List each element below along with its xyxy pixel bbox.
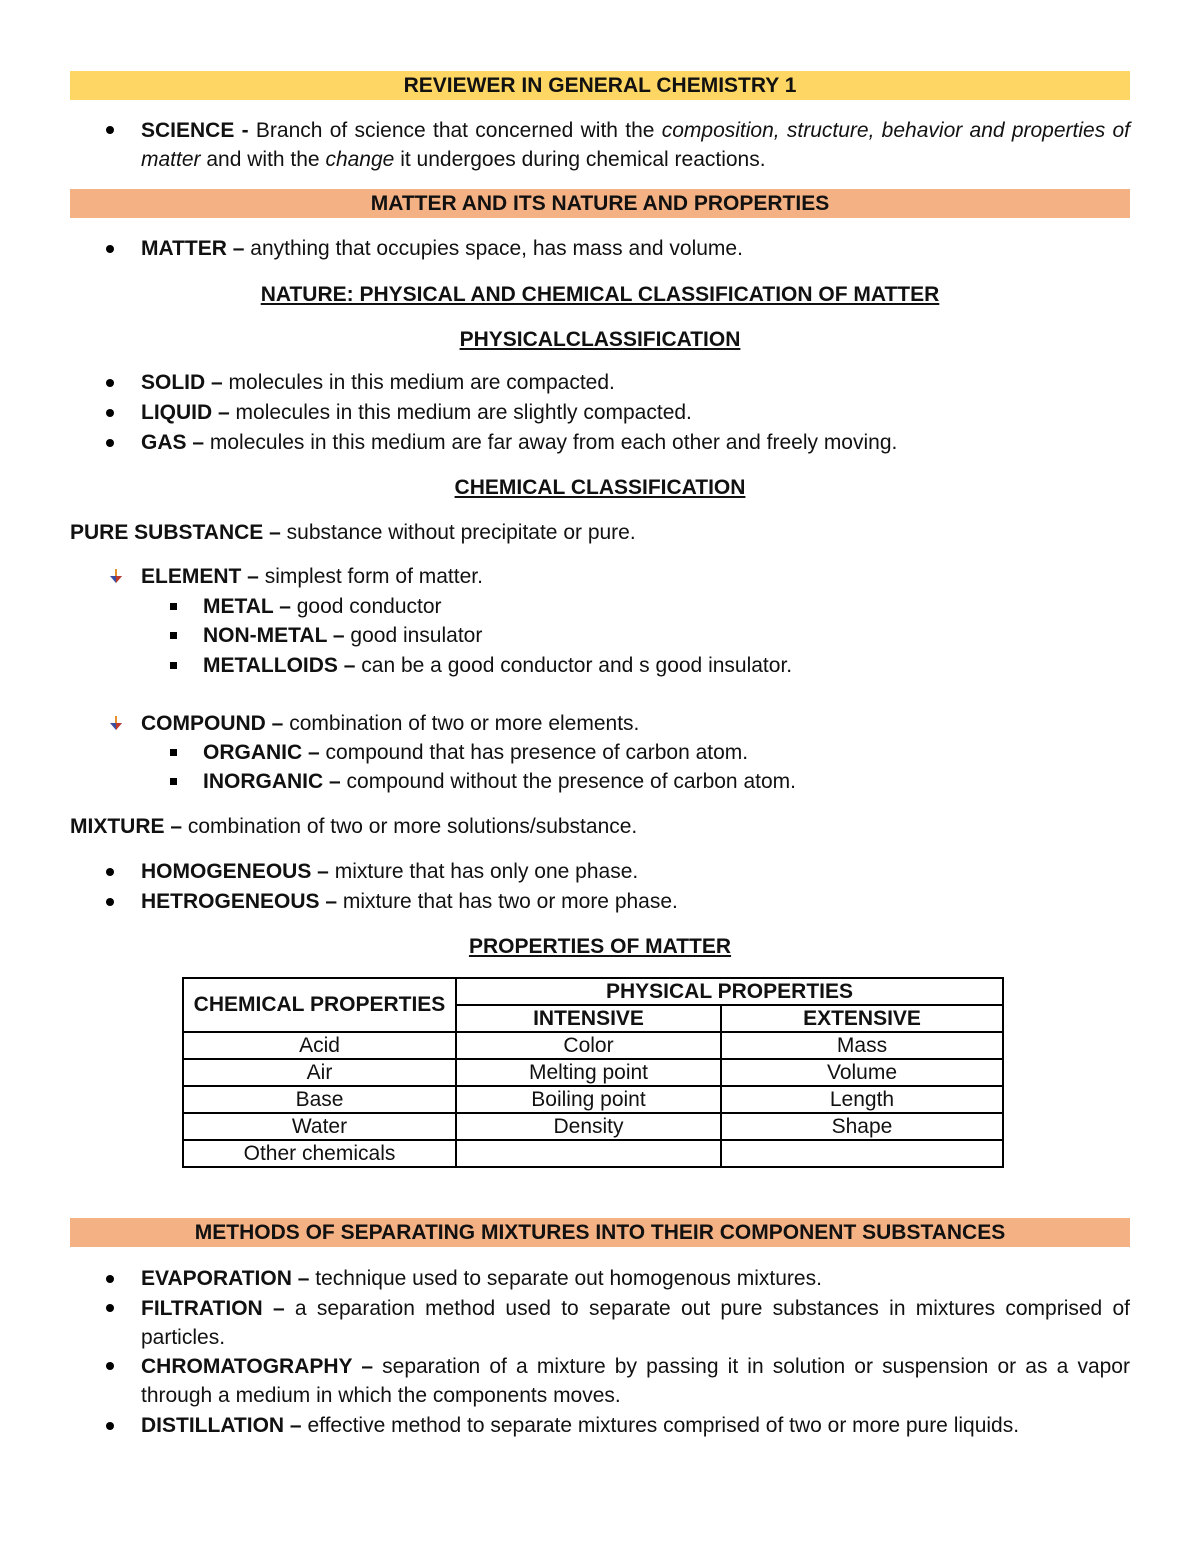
square-bullet-icon [170, 632, 177, 639]
table-cell: Air [183, 1059, 456, 1086]
bullet-icon [106, 898, 114, 906]
list-item-homogeneous: HOMOGENEOUS – mixture that has only one phase. [70, 857, 1130, 886]
bullet-icon [106, 379, 114, 387]
arrow-bullet-icon [108, 715, 124, 731]
science-definition: SCIENCE - Branch of science that concerned with the composition, structure, behavior and properties of matter and with the change it undergoes during chemical reactions. [141, 119, 1130, 171]
list-item-organic: ORGANIC – compound that has presence of carbon atom. [70, 738, 1130, 767]
matter-definition: MATTER – anything that occupies space, has mass and volume. [70, 234, 1130, 263]
table-cell: Shape [721, 1113, 1003, 1140]
bullet-icon [106, 868, 114, 876]
section-header-matter: MATTER AND ITS NATURE AND PROPERTIES [70, 189, 1130, 218]
table-cell: Mass [721, 1032, 1003, 1059]
extensive-header: EXTENSIVE [721, 1005, 1003, 1032]
list-item-compound: COMPOUND – combination of two or more elements. [70, 709, 1130, 738]
table-cell: Base [183, 1086, 456, 1113]
arrow-bullet-icon [108, 568, 124, 584]
chemical-properties-header: CHEMICAL PROPERTIES [183, 978, 456, 1032]
list-item-filtration: FILTRATION – a separation method used to separate out pure substances in mixtures comprised of particles. [141, 1297, 1130, 1349]
pure-substance-definition: PURE SUBSTANCE – substance without precipitate or pure. [70, 521, 636, 544]
bullet-icon [106, 1304, 114, 1312]
table-cell: Color [456, 1032, 721, 1059]
square-bullet-icon [170, 749, 177, 756]
properties-heading: PROPERTIES OF MATTER [468, 935, 732, 958]
bullet-icon [106, 126, 114, 134]
table-row [183, 1032, 1003, 1059]
list-item-distillation: DISTILLATION – effective method to separate mixtures comprised of two or more pure liquids. [70, 1411, 1130, 1440]
table-cell: Water [183, 1113, 456, 1140]
list-item-inorganic: INORGANIC – compound without the presence of carbon atom. [70, 767, 1130, 796]
table-row [183, 1059, 1003, 1086]
table-cell: Density [456, 1113, 721, 1140]
table-cell: Boiling point [456, 1086, 721, 1113]
table-cell: Length [721, 1086, 1003, 1113]
square-bullet-icon [170, 778, 177, 785]
table-cell [456, 1140, 721, 1167]
table-cell [721, 1140, 1003, 1167]
document-title: REVIEWER IN GENERAL CHEMISTRY 1 [70, 71, 1130, 100]
square-bullet-icon [170, 603, 177, 610]
section-header-methods: METHODS OF SEPARATING MIXTURES INTO THEIR COMPONENT SUBSTANCES [70, 1218, 1130, 1247]
nature-heading: NATURE: PHYSICAL AND CHEMICAL CLASSIFICATION OF MATTER [260, 283, 940, 306]
list-item-chromatography: CHROMATOGRAPHY – separation of a mixture by passing it in solution or suspension or as a vapor through a medium in which the components moves. [141, 1355, 1130, 1407]
square-bullet-icon [170, 662, 177, 669]
list-item-solid: SOLID – molecules in this medium are compacted. [70, 368, 1130, 397]
list-item-metal: METAL – good conductor [70, 592, 1130, 621]
list-item-liquid: LIQUID – molecules in this medium are slightly compacted. [70, 398, 1130, 427]
bullet-icon [106, 1275, 114, 1283]
table-row [183, 1140, 1003, 1167]
bullet-icon [106, 1362, 114, 1370]
bullet-icon [106, 245, 114, 253]
bullet-icon [106, 1422, 114, 1430]
list-item-hetrogeneous: HETROGENEOUS – mixture that has two or more phase. [70, 887, 1130, 916]
table-cell: Melting point [456, 1059, 721, 1086]
list-item-gas: GAS – molecules in this medium are far away from each other and freely moving. [70, 428, 1130, 457]
table-row [183, 1113, 1003, 1140]
table-cell: Acid [183, 1032, 456, 1059]
bullet-icon [106, 439, 114, 447]
list-item-evaporation: EVAPORATION – technique used to separate out homogenous mixtures. [70, 1264, 1130, 1293]
physical-properties-header: PHYSICAL PROPERTIES [456, 978, 1003, 1005]
chemical-classification-heading: CHEMICAL CLASSIFICATION [454, 476, 746, 499]
list-item-metalloids: METALLOIDS – can be a good conductor and s good insulator. [70, 651, 1130, 680]
table-cell: Volume [721, 1059, 1003, 1086]
intensive-header: INTENSIVE [456, 1005, 721, 1032]
table-header-row [183, 978, 1003, 1005]
list-item-non-metal: NON-METAL – good insulator [70, 621, 1130, 650]
properties-table [182, 977, 1004, 1168]
physical-classification-heading: PHYSICALCLASSIFICATION [459, 328, 741, 351]
list-item-element: ELEMENT – simplest form of matter. [70, 562, 1130, 591]
bullet-icon [106, 409, 114, 417]
table-row [183, 1086, 1003, 1113]
table-cell: Other chemicals [183, 1140, 456, 1167]
mixture-definition: MIXTURE – combination of two or more solutions/substance. [70, 815, 638, 838]
